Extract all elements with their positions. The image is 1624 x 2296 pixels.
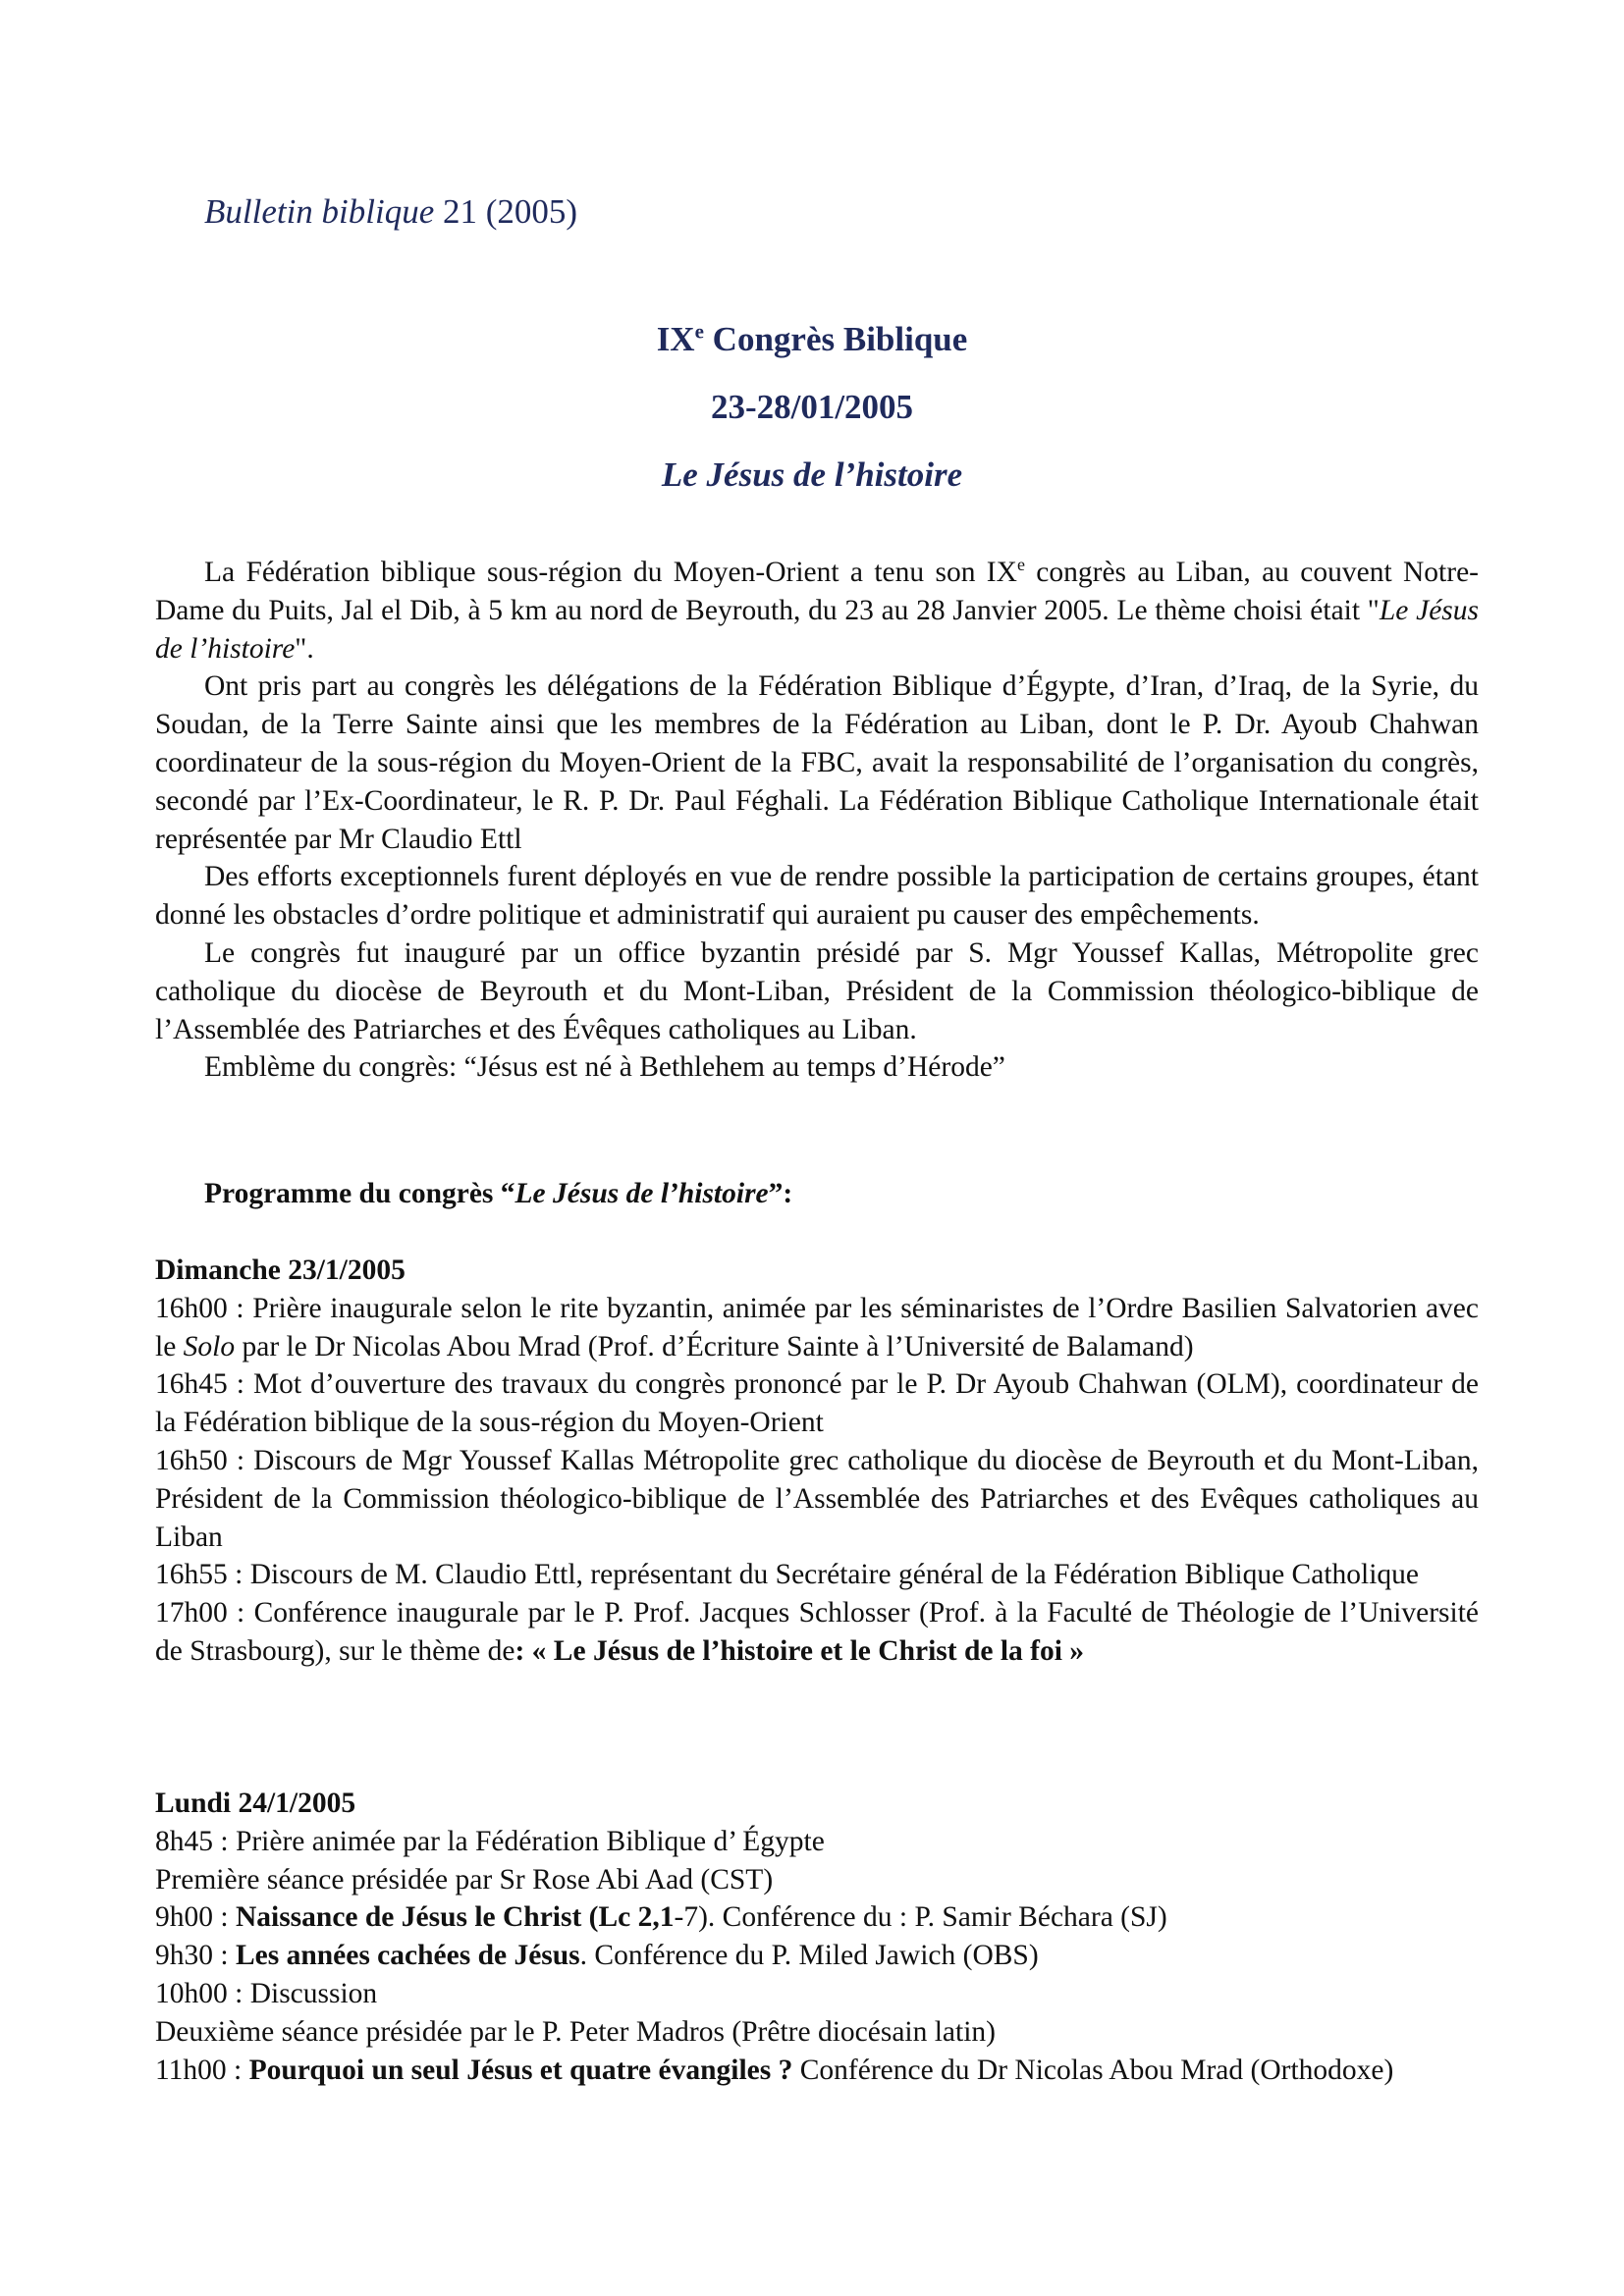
lecture-title: Les années cachées de Jésus (235, 1940, 580, 1972)
congress-number: IX (656, 320, 695, 358)
text-run: Conférence du Dr Nicolas Abou Mrad (Orthodoxe) (792, 2054, 1394, 2086)
congress-dates: 23-28/01/2005 (710, 388, 914, 426)
text-run: La Fédération biblique sous-région du Moyen-Orient a tenu son IX (204, 557, 1017, 588)
schedule-entry: 16h50 : Discours de Mgr Youssef Kallas Métropolite grec catholique du diocèse de Beyrouth et du Mont-Liban, Président de la Commission théologico-biblique de l’Assemblée des Patriarches et des Evêques catholiques au Liban (155, 1444, 1479, 1553)
text-run: -7). Conférence du : P. Samir Béchara (SJ) (674, 1901, 1167, 1934)
text-run: 16h00 : Prière inaugurale selon le rite byzantin, animée par les séminaristes de l’Ordre Basilien Salvatorien avec le (155, 1292, 1479, 1362)
text-run: congrès au Liban, au couvent Notre-Dame du Puits, Jal el Dib, à 5 km au nord de Beyrouth, du 23 au 28 Janvier 2005. Le thème choisi était " (155, 557, 1479, 626)
intro-paragraph: Des efforts exceptionnels furent déployés en vue de rendre possible la participation de certains groupes, étant donné les obstacles d’ordre politique et administratif qui auraient pu causer des empêchements. (155, 861, 1479, 932)
day-heading: Lundi 24/1/2005 (155, 1788, 356, 1819)
text-run: 9h00 : (155, 1901, 236, 1934)
journal-title: Bulletin biblique (204, 192, 435, 231)
italic-theme: Le Jésus de l’histoire (155, 594, 1479, 665)
lecture-title: Pourquoi un seul Jésus et quatre évangiles ? (248, 2054, 793, 2086)
schedule-entry: 10h00 : Discussion (155, 1977, 378, 2009)
text-run: Programme du congrès “ (204, 1178, 515, 1209)
day-section-monday (155, 1785, 1479, 2089)
text-run: par le Dr Nicolas Abou Mrad (Prof. d’Écriture Sainte à l’Université de Balamand) (235, 1330, 1194, 1362)
text-run: 17h00 : Conférence inaugurale par le P. Prof. Jacques Schlosser (Prof. à la Faculté de Théologie de l’Université de Strasbourg), sur le thème de (155, 1597, 1479, 1667)
schedule-entry: 16h45 : Mot d’ouverture des travaux du congrès prononcé par le P. Dr Ayoub Chahwan (OLM), coordinateur de la Fédération biblique de la sous-région du Moyen-Orient (155, 1368, 1479, 1439)
schedule-entry (155, 1898, 1479, 1937)
schedule-entries (155, 1823, 1479, 2090)
schedule-entry: 16h55 : Discours de M. Claudio Ettl, représentant du Secrétaire général de la Fédération Biblique Catholique (155, 1559, 1419, 1591)
italic-word: Solo (183, 1330, 236, 1362)
lecture-title: : « Le Jésus de l’histoire et le Christ de la foi » (514, 1634, 1085, 1667)
congress-theme: Le Jésus de l’histoire (661, 455, 963, 494)
journal-reference (204, 192, 577, 232)
schedule-entry (155, 2052, 1479, 2090)
lecture-title: Naissance de Jésus le Christ (Lc 2,1 (235, 1901, 675, 1934)
intro-paragraph: Le congrès fut inauguré par un office byzantin présidé par S. Mgr Youssef Kallas, Métropolite grec catholique du diocèse de Beyrouth et du Mont-Liban, Président de la Commission théologico-biblique de l’Assemblée des Patriarches et des Évêques catholiques au Liban. (155, 936, 1479, 1045)
schedule-entries (155, 1290, 1479, 1671)
intro-paragraph (155, 554, 1479, 667)
text-run: ". (295, 632, 314, 665)
schedule-entry: Première séance présidée par Sr Rose Abi Aad (CST) (155, 1863, 774, 1896)
intro-text (155, 554, 1479, 1087)
schedule-entry: 8h45 : Prière animée par la Fédération Biblique d’ Égypte (155, 1825, 825, 1857)
congress-title (0, 320, 1624, 359)
text-run: 11h00 : (155, 2054, 249, 2086)
schedule-entry (155, 1290, 1479, 1366)
congress-number-superscript: e (694, 319, 704, 344)
intro-paragraph: Ont pris part au congrès les délégations de la Fédération Biblique d’Égypte, d’Iran, d’Iraq, de la Syrie, du Soudan, de la Terre Sainte ainsi que les membres de la Fédération au Liban, dont le P. Dr. Ayoub Chahwan coordinateur de la sous-région du Moyen-Orient de la FBC, avait la responsabilité de l’organisation du congrès, secondé par l’Ex-Coordinateur, le R. P. Dr. Paul Féghali. La Fédération Biblique Catholique Internationale était représentée par Mr Claudio Ettl (155, 670, 1479, 855)
journal-issue: 21 (2005) (443, 192, 578, 231)
day-section-sunday (155, 1252, 1479, 1671)
intro-paragraph: Emblème du congrès: “Jésus est né à Bethlehem au temps d’Hérode” (204, 1051, 1005, 1084)
text-run: . Conférence du P. Miled Jawich (OBS) (579, 1940, 1039, 1972)
italic-theme: Le Jésus de l’histoire (514, 1178, 769, 1209)
text-run: 9h30 : (155, 1940, 236, 1972)
schedule-entry: Deuxième séance présidée par le P. Peter Madros (Prêtre diocésain latin) (155, 2015, 996, 2048)
superscript: e (1016, 555, 1025, 575)
day-heading: Dimanche 23/1/2005 (155, 1255, 406, 1286)
programme-heading (155, 1175, 1479, 1213)
congress-name: Congrès Biblique (703, 320, 968, 358)
text-run: ”: (768, 1178, 793, 1209)
schedule-entry (155, 1937, 1479, 1975)
schedule-entry (155, 1594, 1479, 1671)
